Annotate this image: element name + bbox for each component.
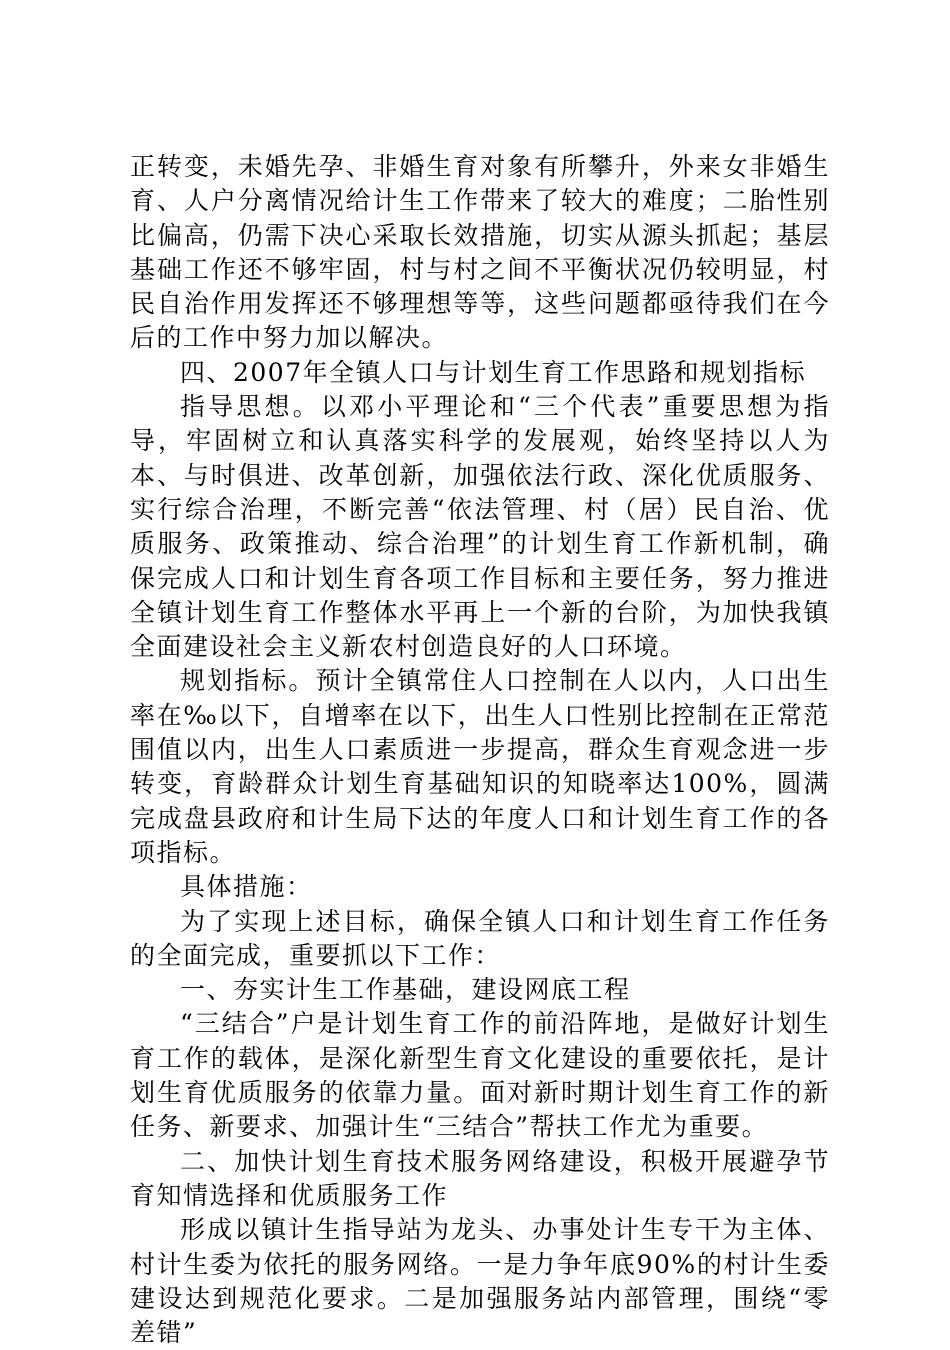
subheading-specific-measures: 具体措施： [180, 872, 313, 902]
document-body [130, 150, 830, 1350]
paragraph-problems-continued: 正转变，未婚先孕、非婚生育对象有所攀升，外来女非婚生育、人户分离情况给计生工作带来了较大的难度；二胎性别比偏高，仍需下决心采取长效措施，切实从源头抓起；基层基础工作还不够牢固，村与村之间不平衡状况仍较明显，村民自治作用发挥还不够理想等等，这些问题都亟待我们在今后的工作中努力加以解决。 [130, 152, 830, 353]
paragraph-three-combination: “三结合”户是计划生育工作的前沿阵地，是做好计划生育工作的载体，是深化新型生育文化建设的重要依托，是计划生育优质服务的依靠力量。面对新时期计划生育工作的新任务、新要求、加强计生“三结合”帮扶工作尤为重要。 [130, 1009, 830, 1142]
paragraph-service-network: 形成以镇计生指导站为龙头、办事处计生专干为主体、村计生委为依托的服务网络。一是力争年底90%的村计生委建设达到规范化要求。二是加强服务站内部管理，围绕“零差错” [130, 1215, 830, 1348]
subheading-measure-one: 一、夯实计生工作基础，建设网底工程 [180, 975, 631, 1005]
paragraph-planning-targets: 规划指标。预计全镇常住人口控制在人以内，人口出生率在‰以下，自增率在以下，出生人口性别比控制在正常范围值以内，出生人口素质进一步提高，群众生育观念进一步转变，育龄群众计划生育基础知识的知晓率达100%，圆满完成盘县政府和计生局下达的年度人口和计划生育工作的各项指标。 [130, 666, 830, 867]
paragraph-measures-intro: 为了实现上述目标，确保全镇人口和计划生育工作任务的全面完成，重要抓以下工作： [130, 906, 830, 970]
section-heading-four: 四、2007年全镇人口与计划生育工作思路和规划指标 [180, 357, 807, 387]
subheading-measure-two: 二、加快计划生育技术服务网络建设，积极开展避孕节育知情选择和优质服务工作 [130, 1146, 830, 1210]
paragraph-guiding-ideology: 指导思想。以邓小平理论和“三个代表”重要思想为指导，牢固树立和认真落实科学的发展观，始终坚持以人为本、与时俱进、改革创新，加强依法行政、深化优质服务、实行综合治理，不断完善“依法管理、村（居）民自治、优质服务、政策推动、综合治理”的计划生育工作新机制，确保完成人口和计划生育各项工作目标和主要任务，努力推进全镇计划生育工作整体水平再上一个新的台阶，为加快我镇全面建设社会主义新农村创造良好的人口环境。 [130, 392, 830, 662]
